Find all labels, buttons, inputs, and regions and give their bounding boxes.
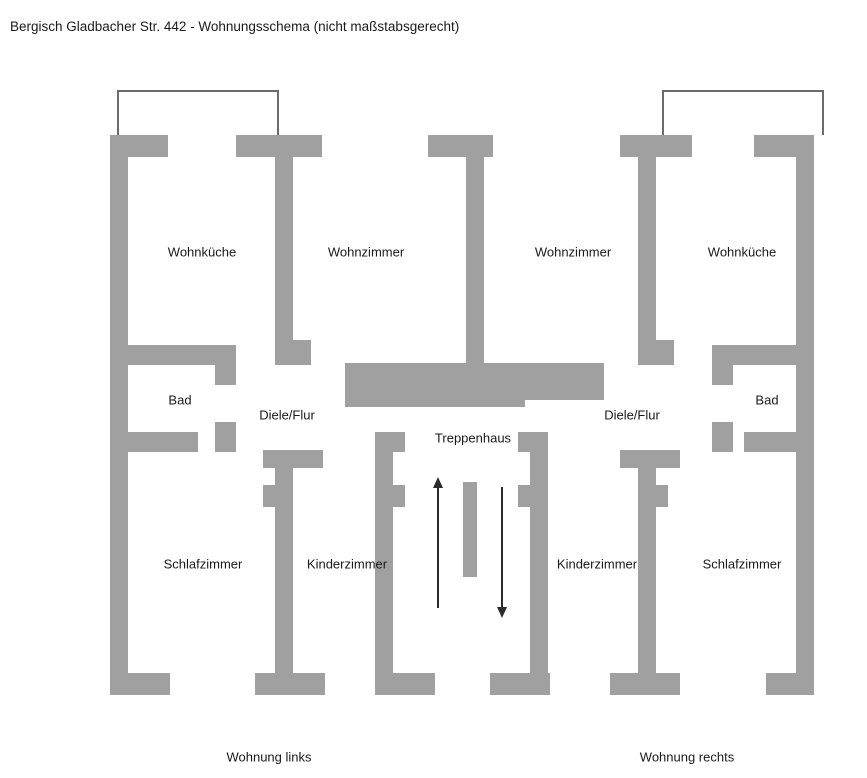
wall-bad-right-bottom-stub (712, 422, 733, 452)
wall-left-outer (110, 135, 128, 695)
wall-stairwell-left-stub (375, 485, 405, 507)
page-title: Bergisch Gladbacher Str. 442 - Wohnungsschema (nicht maßstabsgerecht) (10, 19, 460, 34)
apartment-caption: Wohnung links (226, 749, 312, 765)
wall-stairwell-top-left (375, 432, 405, 452)
wall-right-bedroom-stub-top (638, 485, 668, 507)
room-label: Kinderzimmer (306, 556, 388, 572)
room-label: Diele/Flur (604, 407, 660, 423)
wall-left-bottom-b (255, 673, 325, 695)
stairwell-core (463, 482, 477, 577)
apartment-caption: Wohnung rechts (639, 749, 735, 765)
wall-center-corridor-left-b (345, 385, 525, 407)
wall-left-corridor-bottom (263, 450, 323, 468)
room-label: Schlafzimmer (163, 556, 243, 572)
room-label: Wohnzimmer (534, 244, 612, 260)
stair-arrow-up-head (433, 477, 443, 488)
wall-left-interior-stub (275, 340, 311, 365)
wall-bad-right-bottom (744, 432, 814, 452)
wall-stairwell-right-bottom (490, 673, 550, 695)
balcony-line-right-down2 (822, 90, 824, 135)
room-label: Treppenhaus (434, 430, 512, 446)
wall-right-outer (796, 135, 814, 695)
stair-arrow-down-line (501, 487, 503, 608)
wall-left-bedroom-stub-top (263, 485, 293, 507)
room-label: Bad (755, 392, 779, 408)
room-label: Wohnzimmer (327, 244, 405, 260)
balcony-line-right-down1 (662, 90, 664, 135)
balcony-line-left-down1 (117, 90, 119, 135)
wall-bad-left-bottom (128, 432, 198, 452)
wall-bad-right-side (712, 345, 733, 385)
wall-center-corridor-right (524, 378, 604, 400)
room-label: Kinderzimmer (556, 556, 638, 572)
wall-left-bottom-a (110, 673, 170, 695)
wall-stairwell-right-stub (518, 485, 548, 507)
wall-center-left-vertical (466, 135, 484, 385)
wall-stairwell-left-bottom (375, 673, 435, 695)
wall-right-top-b (754, 135, 814, 157)
wall-right-bottom-a (610, 673, 680, 695)
wall-center-horizontal-left (345, 363, 470, 385)
room-label: Wohnküche (167, 244, 237, 260)
wall-right-top-a (620, 135, 692, 157)
wall-left-top-a (110, 135, 168, 157)
room-label: Bad (168, 392, 192, 408)
room-label: Schlafzimmer (702, 556, 782, 572)
wall-right-bottom-b (766, 673, 814, 695)
room-label: Diele/Flur (259, 407, 315, 423)
balcony-line-left-down2 (277, 90, 279, 135)
stair-arrow-up-line (437, 487, 439, 608)
balcony-line-left-top (117, 90, 279, 92)
wall-stairwell-top-right (518, 432, 548, 452)
wall-bad-left-bottom-stub (215, 422, 236, 452)
wall-bad-left-side (215, 345, 236, 385)
wall-left-interior-vertical (275, 135, 293, 365)
stair-arrow-down-head (497, 607, 507, 618)
wall-right-interior-vertical (638, 135, 656, 365)
room-label: Wohnküche (707, 244, 777, 260)
wall-right-interior-stub (638, 340, 674, 365)
balcony-line-right-top (662, 90, 824, 92)
